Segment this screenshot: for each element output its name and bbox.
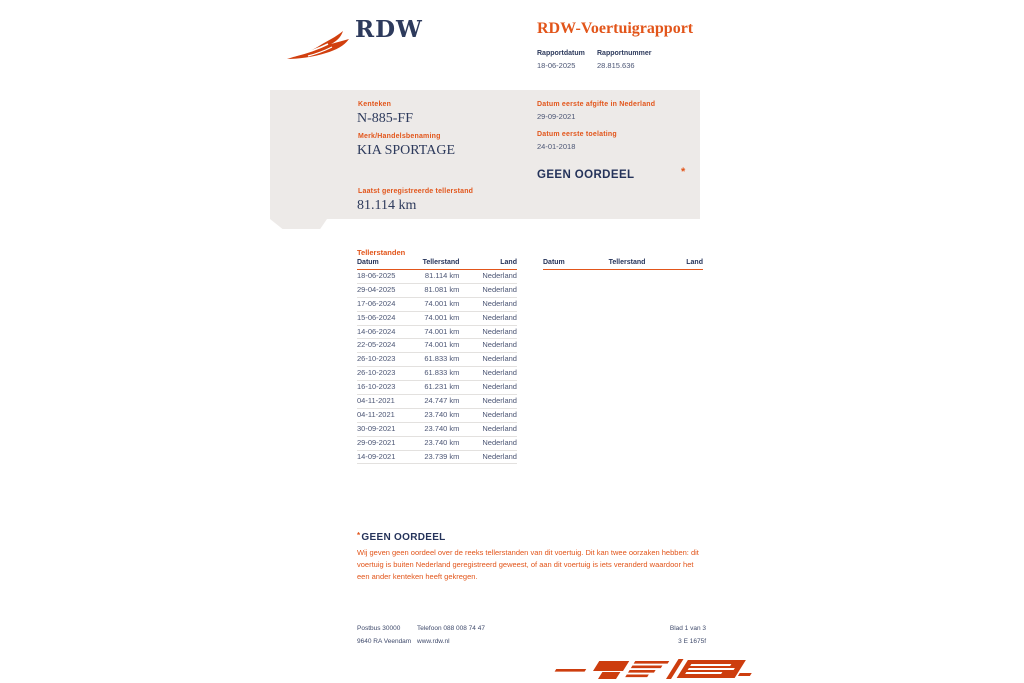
table-cell: Nederland xyxy=(482,423,517,433)
table-cell: 24.747 km xyxy=(424,396,460,406)
table-cell: 17-06-2024 xyxy=(357,298,396,308)
table-cell: 18-06-2025 xyxy=(357,271,396,280)
footnote-body: Wij geven geen oordeel over de reeks tellerstanden van dit voertuig. Dit kan twee oorzaken hebben: dit voertuig is buiten Nederland geregistreerd geweest, of aan dit voertuig is iets veranderd waardoor het een ander kenteken heeft gekregen. xyxy=(357,548,699,582)
vehicle-summary-box xyxy=(270,90,700,219)
table-cell: 23.740 km xyxy=(424,409,460,419)
table-row xyxy=(357,381,517,395)
summary-box-tail xyxy=(270,219,327,229)
table-cell: 15-06-2024 xyxy=(357,312,396,322)
tellerstanden-title: Tellerstanden xyxy=(357,248,406,257)
table-row xyxy=(357,367,517,381)
table-cell: 14-06-2024 xyxy=(357,326,396,336)
table-cell: 23.740 km xyxy=(424,437,460,447)
table-cell: 81.114 km xyxy=(424,271,460,280)
table-row xyxy=(357,270,517,284)
footer-contact xyxy=(417,622,485,648)
table-cell: 26-10-2023 xyxy=(357,368,396,378)
table-cell: 23.740 km xyxy=(424,423,460,433)
table-cell: Nederland xyxy=(482,340,517,350)
kenteken-label: Kenteken xyxy=(358,101,392,108)
table-cell: 23.739 km xyxy=(424,451,460,461)
table-cell: 74.001 km xyxy=(424,340,460,350)
tellerstanden-table-left xyxy=(357,259,517,464)
footer-address-line1: Postbus 30000 xyxy=(357,625,401,632)
table-cell: Nederland xyxy=(482,437,517,447)
afgifte-label: Datum eerste afgifte in Nederland xyxy=(537,101,656,108)
table-row xyxy=(357,395,517,409)
column-header-tellerstand: Tellerstand xyxy=(422,259,460,266)
column-header-datum: Datum xyxy=(543,259,565,266)
rdw-flag-logo-icon xyxy=(286,28,350,62)
table-row xyxy=(357,437,517,451)
table-row xyxy=(357,298,517,312)
table-header xyxy=(357,259,517,270)
toelating-value: 24-01-2018 xyxy=(537,142,576,151)
table-cell: 74.001 km xyxy=(424,326,460,336)
table-cell: Nederland xyxy=(482,298,517,308)
rdw-logo-text: RDW xyxy=(355,16,423,43)
table-row xyxy=(357,409,517,423)
table-row xyxy=(357,353,517,367)
table-row xyxy=(357,339,517,353)
table-cell: 74.001 km xyxy=(424,312,460,322)
table-cell: Nederland xyxy=(482,396,517,406)
column-header-tellerstand: Tellerstand xyxy=(608,259,646,266)
tellerstand-value: 81.114 km xyxy=(357,198,417,213)
report-number-value: 28.815.636 xyxy=(597,61,635,70)
tellerstand-label: Laatst geregistreerde tellerstand xyxy=(358,188,474,195)
table-cell: Nederland xyxy=(482,271,517,280)
footer-address xyxy=(357,622,411,648)
merk-value: KIA SPORTAGE xyxy=(357,143,455,158)
kenteken-value: N-885-FF xyxy=(357,111,414,126)
table-cell: 26-10-2023 xyxy=(357,354,396,364)
table-cell: 61.231 km xyxy=(424,382,460,392)
afgifte-value: 29-09-2021 xyxy=(537,112,576,121)
footnote-heading xyxy=(357,531,707,543)
verdict-asterisk: * xyxy=(681,166,686,178)
tellerstanden-table-right xyxy=(543,259,703,270)
table-cell: Nederland xyxy=(482,354,517,364)
table-cell: 61.833 km xyxy=(424,368,460,378)
footer-address-line2: 9640 RA Veendam xyxy=(357,638,412,645)
report-number-label: Rapportnummer xyxy=(597,50,652,57)
table-cell: Nederland xyxy=(482,284,517,294)
toelating-label: Datum eerste toelating xyxy=(537,131,617,138)
footnote-asterisk: * xyxy=(357,531,361,540)
column-header-land: Land xyxy=(500,259,517,266)
table-row xyxy=(357,451,517,465)
page-title: RDW-Voertuigrapport xyxy=(537,20,694,37)
table-cell: 16-10-2023 xyxy=(357,382,396,392)
footer-website: www.rdw.nl xyxy=(417,638,450,645)
column-header-datum: Datum xyxy=(357,259,379,266)
table-row xyxy=(357,284,517,298)
table-cell: Nederland xyxy=(482,409,517,419)
table-cell: Nederland xyxy=(482,382,517,392)
table-row xyxy=(357,423,517,437)
table-cell: 74.001 km xyxy=(424,298,460,308)
report-date-value: 18-06-2025 xyxy=(537,61,576,70)
table-cell: Nederland xyxy=(482,312,517,322)
table-cell: 61.833 km xyxy=(424,354,460,364)
footer-page-info xyxy=(606,622,706,648)
footnote-title: GEEN OORDEEL xyxy=(361,532,446,543)
table-cell: 29-09-2021 xyxy=(357,437,396,447)
footnote-section xyxy=(357,531,707,584)
table-header xyxy=(543,259,703,270)
speed-stripes-graphic xyxy=(545,655,757,682)
table-cell: 14-09-2021 xyxy=(357,451,396,461)
table-cell: 04-11-2021 xyxy=(357,409,395,419)
table-cell: 81.081 km xyxy=(424,284,460,294)
table-cell: Nederland xyxy=(482,368,517,378)
column-header-land: Land xyxy=(686,259,703,266)
report-date-label: Rapportdatum xyxy=(537,50,585,57)
footer-form-code: 3 E 1675f xyxy=(678,638,706,645)
table-cell: 29-04-2025 xyxy=(357,284,396,294)
table-cell: 30-09-2021 xyxy=(357,423,396,433)
table-cell: 04-11-2021 xyxy=(357,396,395,406)
footer-phone: Telefoon 088 008 74 47 xyxy=(417,625,485,632)
tellerstanden-table-left-body xyxy=(357,270,517,464)
merk-label: Merk/Handelsbenaming xyxy=(358,133,441,140)
table-cell: Nederland xyxy=(482,451,517,461)
verdict-text: GEEN OORDEEL xyxy=(537,169,635,181)
table-row xyxy=(357,326,517,340)
table-row xyxy=(357,312,517,326)
table-cell: 22-05-2024 xyxy=(357,340,396,350)
table-cell: Nederland xyxy=(482,326,517,336)
footer-page-number: Blad 1 van 3 xyxy=(669,625,706,632)
